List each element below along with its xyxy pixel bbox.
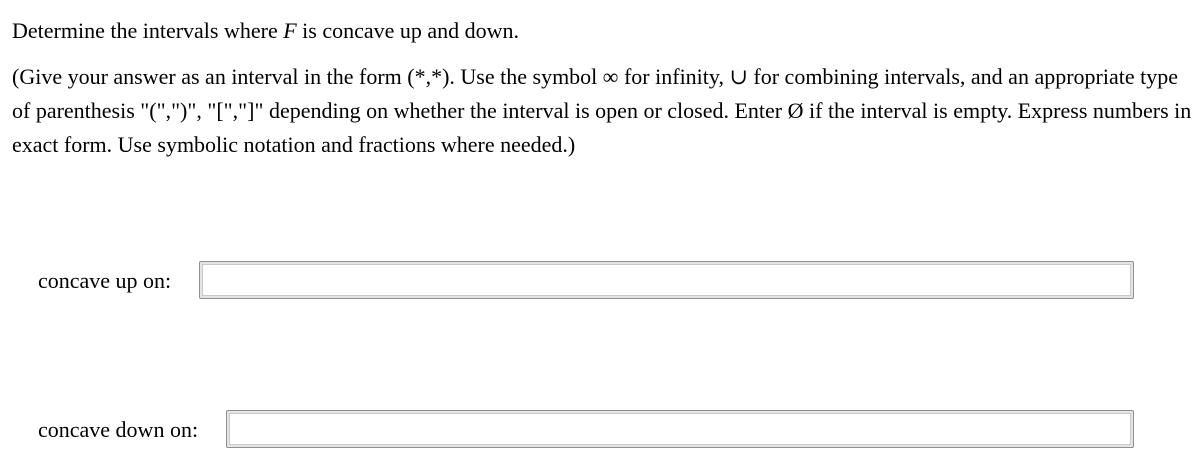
concave-up-label: concave up on:	[38, 268, 172, 293]
question-text	[12, 16, 519, 46]
concave-up-input[interactable]	[199, 261, 1134, 299]
answer-instructions: (Give your answer as an interval in the form (*,*). Use the symbol ∞ for infinity, ∪ for combining intervals, and an appropriate type of parenthesis "(",")", "[","]" depending on whether the interval is open or closed. Enter Ø if the interval is empty. Express numbers in exact form. Use symbolic notation and fractions where needed.)	[12, 64, 1192, 157]
question-variable: F	[283, 18, 297, 43]
question-prefix: Determine the intervals where	[12, 18, 284, 43]
concave-down-label: concave down on:	[38, 417, 199, 442]
question-suffix: is concave up and down.	[296, 18, 520, 43]
concave-down-input[interactable]	[226, 410, 1134, 448]
